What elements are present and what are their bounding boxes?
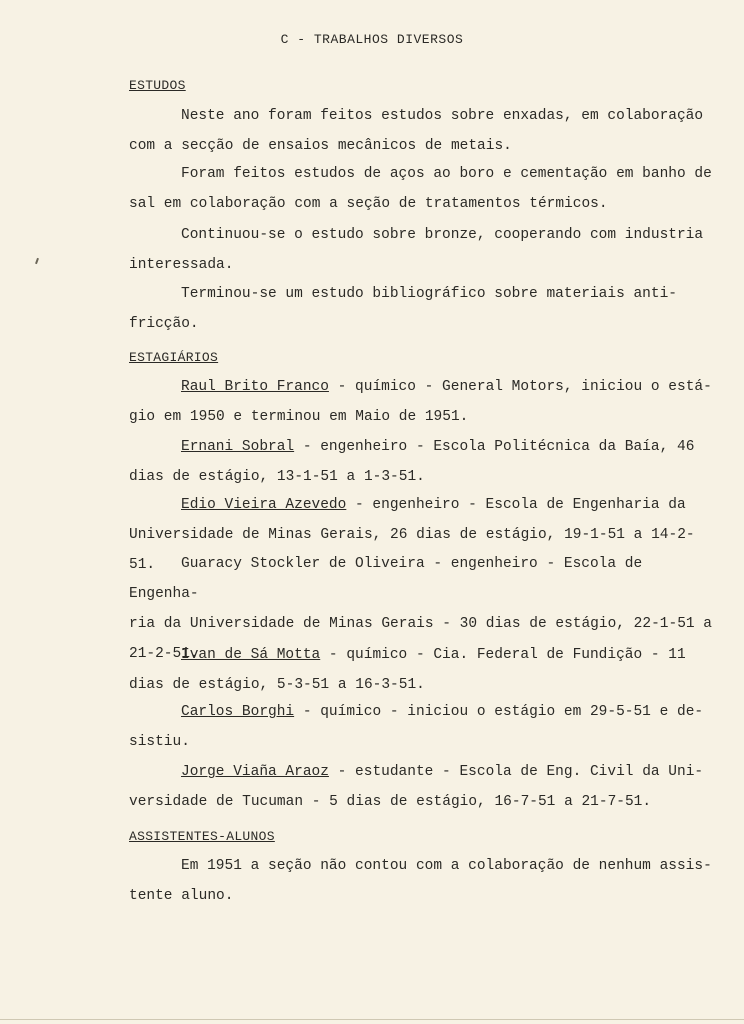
text-line: - químico - iniciou o estágio em 29-5-51 e de- [294,704,704,720]
text-line: Neste ano foram feitos estudos sobre enxadas, em colaboração [181,108,704,124]
text-line: com a secção de ensaios mecânicos de metais. [129,138,512,154]
margin-mark [35,258,39,264]
text-line: Guaracy Stockler de Oliveira - engenheiro - Escola de Engenha- [129,556,643,602]
text-line: ria da Universidade de Minas Gerais - 30 dias de estágio, 22-1-51 a [129,616,712,632]
paragraph-estudos-4 [129,279,719,339]
paragraph-estudos-1 [129,101,719,161]
person-name: Carlos Borghi [181,704,295,720]
text-line: versidade de Tucuman - 5 dias de estágio, 16-7-51 a 21-7-51. [129,794,652,810]
heading-estagiarios: ESTAGIÁRIOS [129,350,219,365]
text-line: Em 1951 a seção não contou com a colaboração de nenhum assis- [181,858,712,874]
text-line: fricção. [129,316,199,332]
text-line: Terminou-se um estudo bibliográfico sobre materiais anti- [181,286,677,302]
person-name: Jorge Viaña Araoz [181,764,329,780]
paragraph-estudos-2 [129,159,719,219]
entry-estagiario-2 [129,432,719,492]
paragraph-estudos-3 [129,220,719,280]
text-line: Foram feitos estudos de aços ao boro e cementação em banho de [181,166,712,182]
text-line: dias de estágio, 13-1-51 a 1-3-51. [129,469,425,485]
person-name: Ernani Sobral [181,439,295,455]
page-edge-line [0,1019,744,1020]
text-line: - estudante - Escola de Eng. Civil da Uni- [328,764,704,780]
text-line: gio em 1950 e terminou em Maio de 1951. [129,409,469,425]
text-line: 21-2-51. [129,646,199,662]
heading-assistentes-alunos: ASSISTENTES-ALUNOS [129,829,275,844]
text-line: sal em colaboração com a seção de tratamentos térmicos. [129,196,608,212]
page-title: C - TRABALHOS DIVERSOS [280,32,464,47]
person-name: Edio Vieira Azevedo [181,497,347,513]
entry-estagiario-6 [129,697,719,757]
entry-estagiario-5 [129,640,719,700]
person-name: Ivan de Sá Motta [181,647,321,663]
text-line: - químico - General Motors, iniciou o está- [328,379,712,395]
paragraph-assistentes [129,851,719,911]
text-line: - engenheiro - Escola Politécnica da Baía, 46 [294,439,695,455]
entry-estagiario-7 [129,757,719,817]
text-line: Continuou-se o estudo sobre bronze, cooperando com industria [181,227,704,243]
text-line: dias de estágio, 5-3-51 a 16-3-51. [129,677,425,693]
text-line: tente aluno. [129,888,234,904]
text-line: interessada. [129,257,234,273]
person-name: Raul Brito Franco [181,379,329,395]
entry-estagiario-1 [129,372,719,432]
text-line: Universidade de Minas Gerais, 26 dias de estágio, 19-1-51 a 14-2-51. [129,527,695,573]
heading-estudos: ESTUDOS [129,78,186,93]
text-line: sistiu. [129,734,190,750]
text-line: - químico - Cia. Federal de Fundição - 11 [320,647,686,663]
text-line: - engenheiro - Escola de Engenharia da [346,497,686,513]
